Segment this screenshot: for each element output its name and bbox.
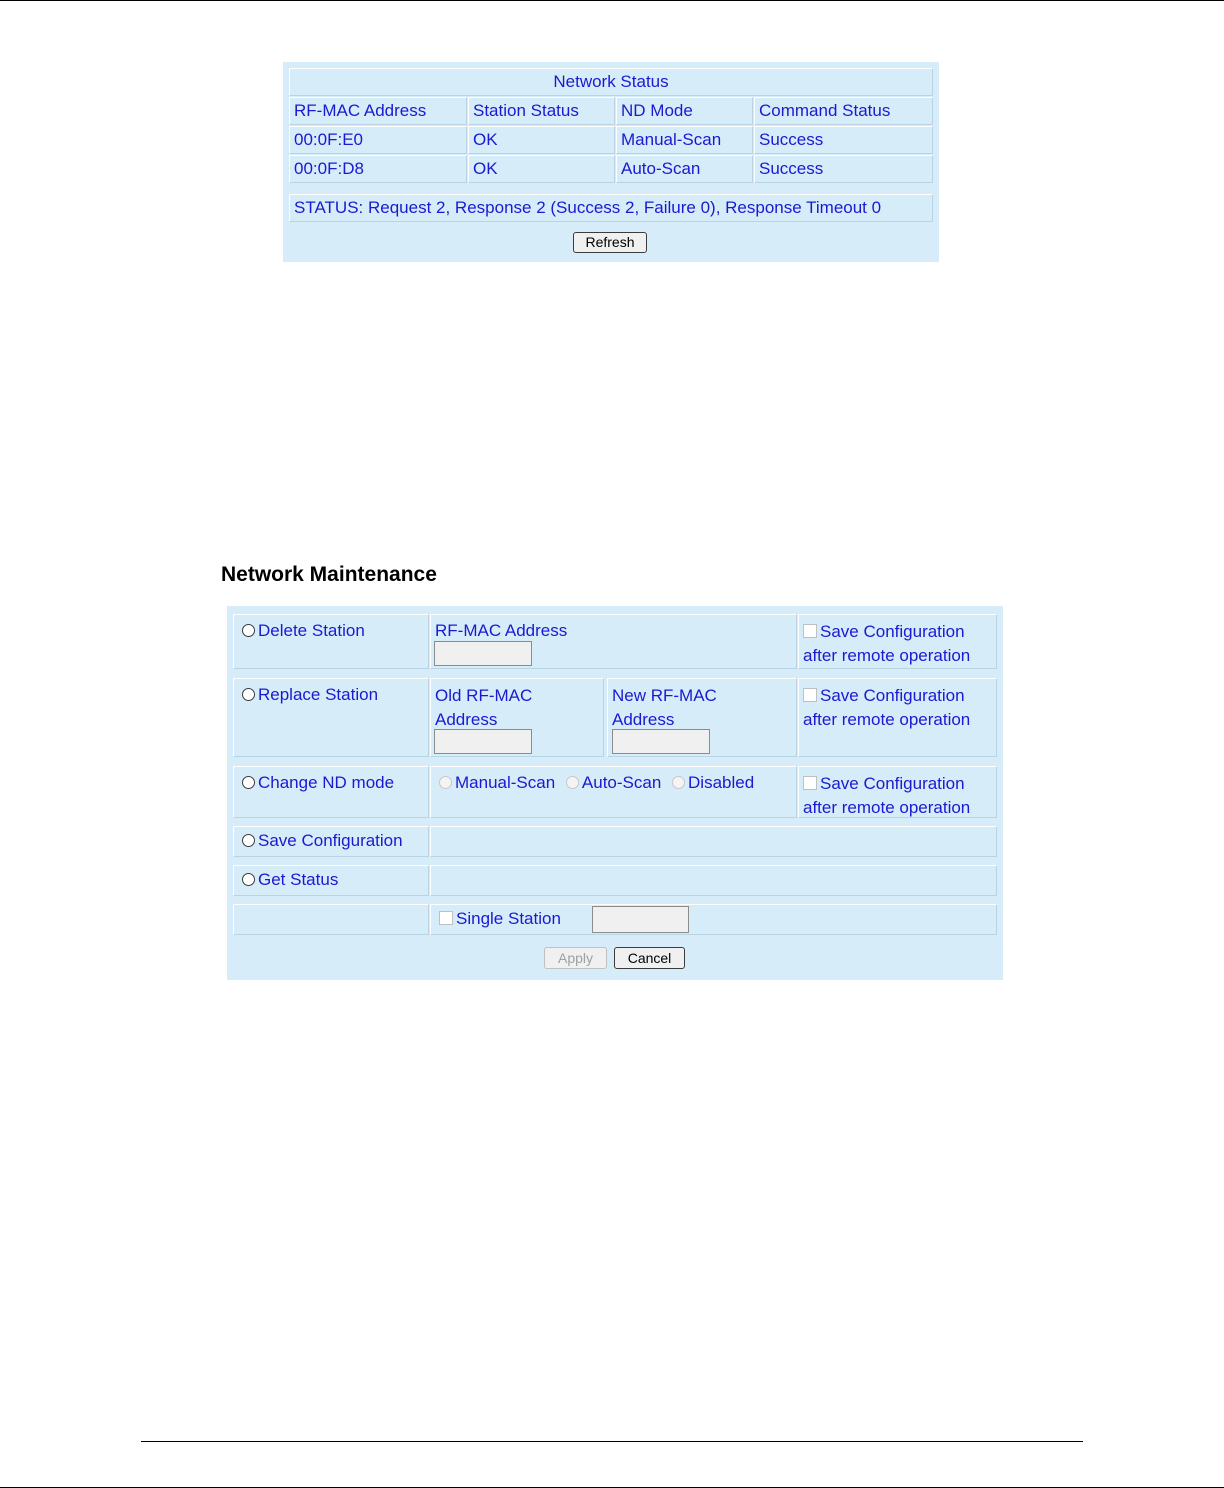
table-cell: Success bbox=[754, 155, 933, 183]
replace-station-radio[interactable] bbox=[242, 688, 255, 701]
column-header-rf-mac: RF-MAC Address bbox=[289, 97, 467, 125]
column-header-command-status: Command Status bbox=[754, 97, 933, 125]
delete-station-option[interactable] bbox=[233, 614, 429, 669]
get-status-label: Get Status bbox=[258, 870, 339, 889]
get-status-empty-cell bbox=[430, 865, 997, 896]
delete-station-label: Delete Station bbox=[258, 621, 365, 640]
save-configuration-radio[interactable] bbox=[242, 834, 255, 847]
column-header-station-status: Station Status bbox=[468, 97, 615, 125]
network-status-title: Network Status bbox=[289, 68, 933, 96]
save-config-label: Save Configuration bbox=[820, 622, 965, 641]
table-cell: OK bbox=[468, 155, 615, 183]
replace-save-config-cell bbox=[798, 678, 997, 757]
status-summary: STATUS: Request 2, Response 2 (Success 2, Failure 0), Response Timeout 0 bbox=[289, 194, 933, 222]
new-rf-mac-label-line2: Address bbox=[612, 710, 675, 729]
save-configuration-empty-cell bbox=[430, 826, 997, 857]
auto-scan-radio[interactable] bbox=[566, 776, 579, 789]
rf-mac-address-input[interactable] bbox=[434, 641, 532, 666]
disabled-label: Disabled bbox=[688, 773, 755, 792]
save-config-label-line2: after remote operation bbox=[803, 646, 971, 665]
save-configuration-label: Save Configuration bbox=[258, 831, 403, 850]
replace-save-config-checkbox[interactable] bbox=[803, 688, 817, 702]
nd-save-config-cell bbox=[798, 766, 997, 818]
change-nd-mode-label: Change ND mode bbox=[258, 773, 395, 792]
rf-mac-address-label: RF-MAC Address bbox=[435, 621, 568, 640]
single-station-empty-cell bbox=[233, 904, 429, 935]
network-status-panel bbox=[283, 62, 939, 262]
table-cell: OK bbox=[468, 126, 615, 154]
change-nd-mode-radio[interactable] bbox=[242, 776, 255, 789]
table-cell: 00:0F:E0 bbox=[289, 126, 467, 154]
replace-station-label: Replace Station bbox=[258, 685, 379, 704]
table-cell: Auto-Scan bbox=[616, 155, 753, 183]
new-rf-mac-label: New RF-MAC bbox=[612, 686, 717, 705]
save-config-label: Save Configuration bbox=[820, 686, 965, 705]
delete-save-config-checkbox[interactable] bbox=[803, 624, 817, 638]
column-header-nd-mode: ND Mode bbox=[616, 97, 753, 125]
network-maintenance-panel bbox=[227, 606, 1003, 980]
save-configuration-option[interactable] bbox=[233, 826, 429, 857]
table-cell: Success bbox=[754, 126, 933, 154]
save-config-label: Save Configuration bbox=[820, 774, 965, 793]
delete-save-config-cell bbox=[798, 614, 997, 669]
delete-station-radio[interactable] bbox=[242, 624, 255, 637]
disabled-radio[interactable] bbox=[672, 776, 685, 789]
manual-scan-label: Manual-Scan bbox=[455, 773, 556, 792]
apply-button[interactable]: Apply bbox=[544, 947, 607, 969]
old-rf-mac-label-line2: Address bbox=[435, 710, 498, 729]
get-status-option[interactable] bbox=[233, 865, 429, 896]
old-rf-mac-label: Old RF-MAC bbox=[435, 686, 533, 705]
single-station-cell bbox=[430, 904, 997, 935]
single-station-label: Single Station bbox=[456, 909, 561, 928]
nd-save-config-checkbox[interactable] bbox=[803, 776, 817, 790]
replace-station-option[interactable] bbox=[233, 678, 429, 757]
refresh-button[interactable]: Refresh bbox=[573, 232, 647, 253]
footer-rule bbox=[141, 1441, 1083, 1442]
save-config-label-line2: after remote operation bbox=[803, 798, 971, 817]
nd-mode-options-cell bbox=[430, 766, 797, 818]
get-status-radio[interactable] bbox=[242, 873, 255, 886]
single-station-checkbox[interactable] bbox=[439, 911, 453, 925]
single-station-input[interactable] bbox=[592, 906, 689, 933]
table-cell: 00:0F:D8 bbox=[289, 155, 467, 183]
cancel-button[interactable]: Cancel bbox=[614, 947, 685, 969]
auto-scan-label: Auto-Scan bbox=[581, 773, 662, 792]
section-title: Network Maintenance bbox=[221, 563, 437, 586]
change-nd-mode-option[interactable] bbox=[233, 766, 429, 818]
manual-scan-radio[interactable] bbox=[439, 776, 452, 789]
new-rf-mac-input[interactable] bbox=[612, 729, 710, 754]
save-config-label-line2: after remote operation bbox=[803, 710, 971, 729]
old-rf-mac-input[interactable] bbox=[434, 729, 532, 754]
page-top-rule bbox=[0, 0, 1224, 1]
table-cell: Manual-Scan bbox=[616, 126, 753, 154]
